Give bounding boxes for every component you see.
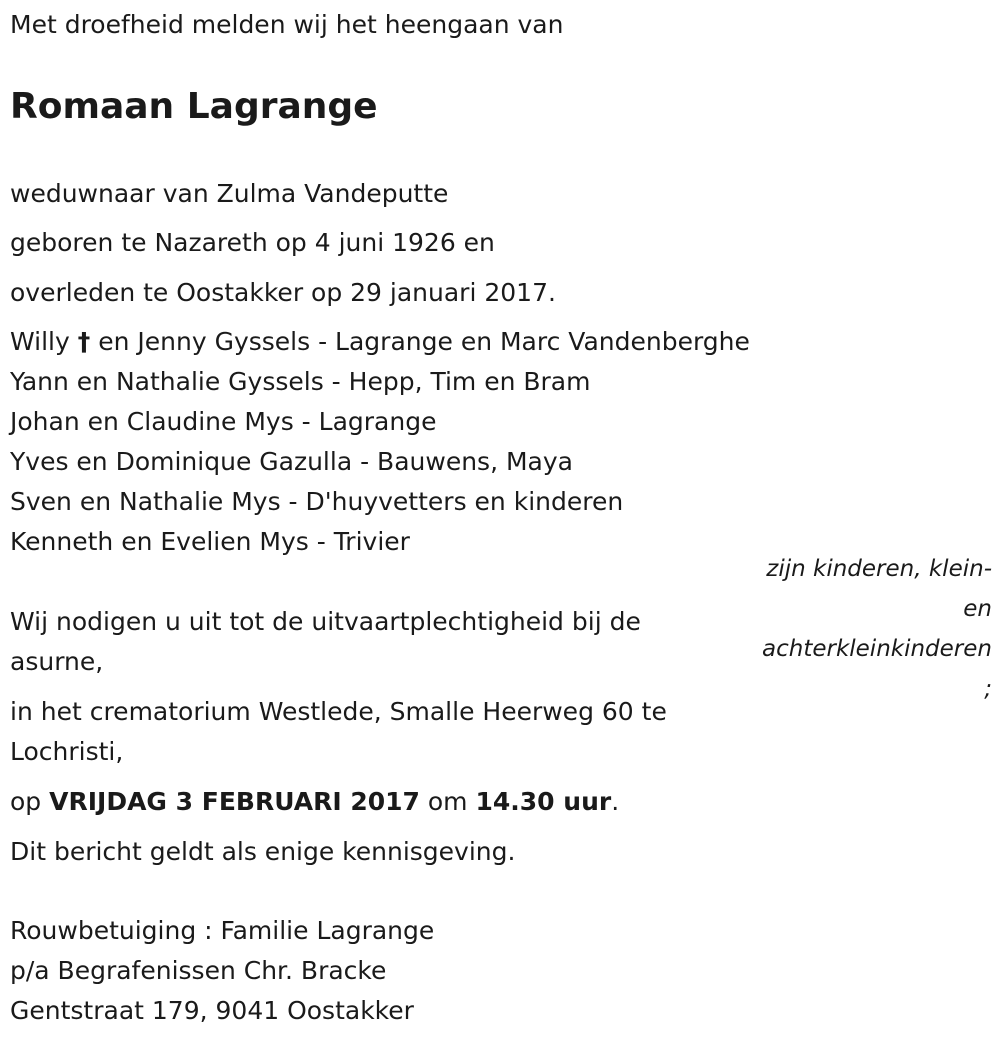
family-line-6: Kenneth en Evelien Mys - Trivier — [10, 527, 410, 556]
family-line-2: Yann en Nathalie Gyssels - Hepp, Tim en Bram — [10, 367, 591, 396]
relation-line-3: achterkleinkinderen — [762, 636, 992, 662]
family-line-5: Sven en Nathalie Mys - D'huyvetters en kinderen — [10, 487, 624, 516]
family-line-1 — [10, 327, 750, 357]
relation-line-2: en — [963, 596, 992, 622]
family-member-name: Willy — [10, 327, 70, 356]
deceased-name: Romaan Lagrange — [10, 86, 378, 127]
time-prefix: om — [427, 787, 468, 816]
relation-line-1: zijn kinderen, klein- — [766, 556, 992, 582]
ceremony-time: 14.30 uur — [475, 787, 612, 816]
ceremony-invite: Wij nodigen u uit tot de uitvaartplechtigheid bij de asurne, — [10, 607, 641, 676]
condolence-line-3: Gentstraat 179, 9041 Oostakker — [10, 996, 414, 1025]
relation-line-4: ; — [984, 676, 992, 702]
family-relation-label — [732, 549, 992, 709]
family-line-4: Yves en Dominique Gazulla - Bauwens, Maya — [10, 447, 573, 476]
widower-line: weduwnaar van Zulma Vandeputte — [10, 179, 449, 208]
ceremony-datetime — [10, 787, 619, 817]
birth-line: geboren te Nazareth op 4 juni 1926 en — [10, 228, 495, 257]
cross-icon: † — [77, 327, 91, 356]
family-line-3: Johan en Claudine Mys - Lagrange — [10, 407, 437, 436]
family-line-rest: en Jenny Gyssels - Lagrange en Marc Vandenberghe — [98, 327, 750, 356]
notice-only-line: Dit bericht geldt als enige kennisgeving. — [10, 837, 516, 866]
ceremony-date: VRIJDAG 3 FEBRUARI 2017 — [49, 787, 420, 816]
condolence-line-2: p/a Begrafenissen Chr. Bracke — [10, 956, 387, 985]
date-prefix: op — [10, 787, 42, 816]
date-suffix: . — [611, 787, 620, 816]
intro-text: Met droefheid melden wij het heengaan van — [10, 10, 564, 39]
condolence-line-1: Rouwbetuiging : Familie Lagrange — [10, 916, 435, 945]
death-line: overleden te Oostakker op 29 januari 2017. — [10, 278, 556, 307]
ceremony-location: in het crematorium Westlede, Smalle Heerweg 60 te Lochristi, — [10, 697, 667, 766]
